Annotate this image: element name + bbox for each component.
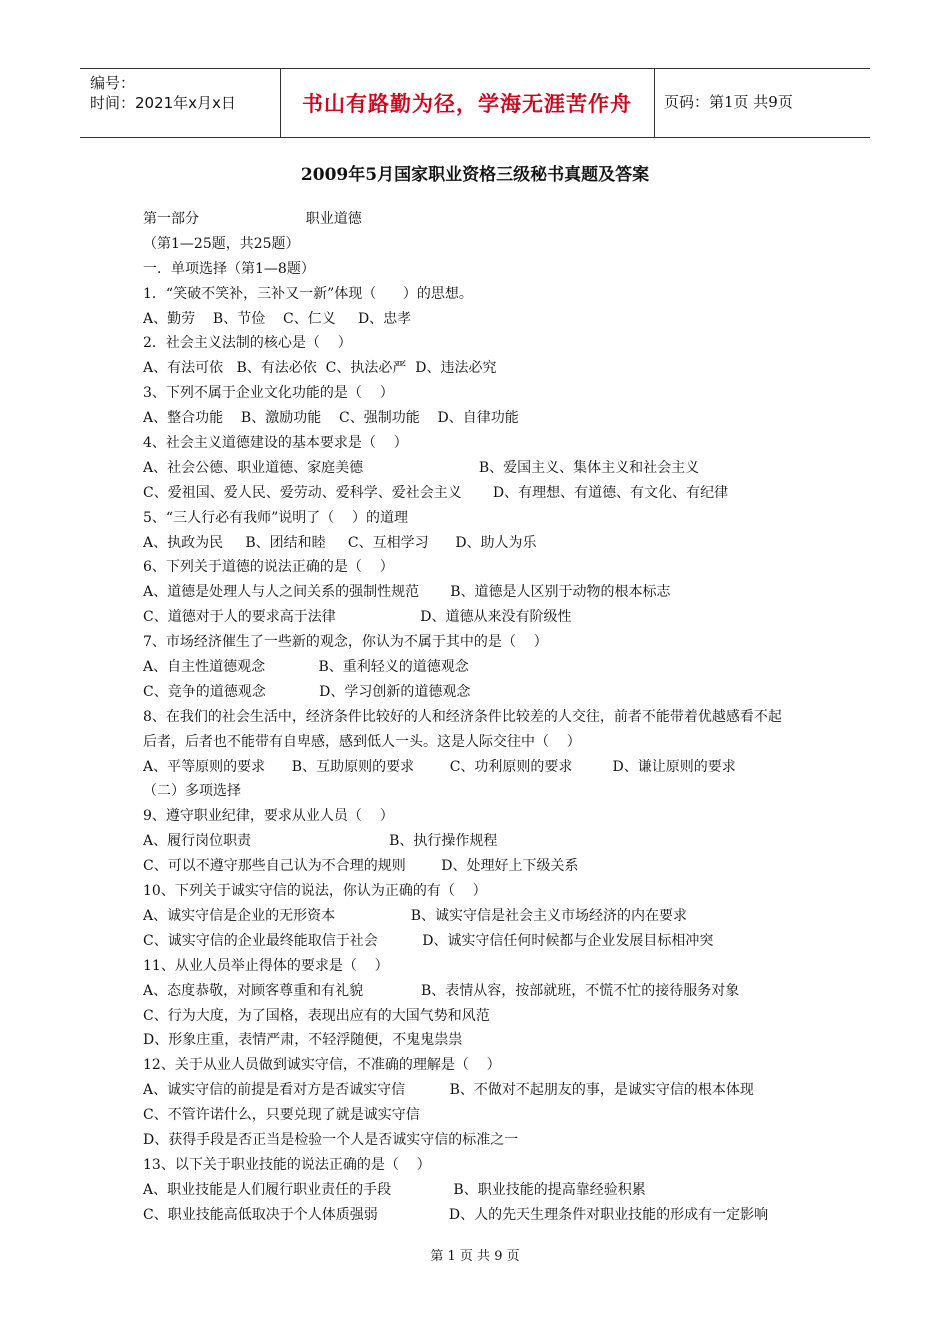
- text-line: C、可以不遵守那些自己认为不合理的规则 D、处理好上下级关系: [143, 858, 579, 875]
- header-divider: [654, 69, 655, 137]
- text-line: D、形象庄重，表情严肃，不轻浮随便，不鬼鬼祟祟: [143, 1032, 463, 1049]
- text-line: C、职业技能高低取决于个人体质强弱 D、人的先天生理条件对职业技能的形成有一定影响: [143, 1206, 769, 1223]
- text-line: 6、下列关于道德的说法正确的是（ ）: [143, 559, 394, 576]
- text-line: 7、市场经济催生了一些新的观念，你认为不属于其中的是（ ）: [143, 634, 548, 651]
- text-line: 后者，后者也不能带有自卑感，感到低人一头。这是人际交往中（ ）: [143, 733, 581, 750]
- header-meta: [90, 73, 236, 113]
- text-line: 12、关于从业人员做到诚实守信，不准确的理解是（ ）: [143, 1057, 501, 1074]
- text-line: A、自主性道德观念 B、重利轻义的道德观念: [143, 659, 469, 676]
- text-line: A、有法可依 B、有法必依 C、执法必严 D、违法必究: [143, 360, 497, 377]
- text-line: A、执政为民 B、团结和睦 C、互相学习 D、助人为乐: [143, 534, 537, 551]
- text-line: （二）多项选择: [143, 783, 241, 800]
- text-line: A、态度恭敬，对顾客尊重和有礼貌 B、表情从容，按部就班，不慌不忙的接待服务对象: [143, 982, 740, 999]
- text-line: C、诚实守信的企业最终能取信于社会 D、诚实守信任何时候都与企业发展目标相冲突: [143, 932, 714, 949]
- text-line: 1．“笑破不笑补，三补又一新”体现（ ）的思想。: [143, 285, 473, 302]
- text-line: C、不管许诺什么，只要兑现了就是诚实守信: [143, 1107, 420, 1124]
- text-line: （第1—25题，共25题）: [143, 235, 300, 252]
- text-line: 5、“三人行必有我师”说明了（ ）的道理: [143, 509, 409, 526]
- text-line: 11、从业人员举止得体的要求是（ ）: [143, 957, 389, 974]
- header-divider: [280, 69, 281, 137]
- text-line: A、履行岗位职责 B、执行操作规程: [143, 833, 498, 850]
- text-line: 第一部分 职业道德: [143, 211, 362, 227]
- text-line: 3、下列不属于企业文化功能的是（ ）: [143, 385, 394, 402]
- text-line: 10、下列关于诚实守信的说法，你认为正确的有（ ）: [143, 883, 487, 900]
- document-time-label: 时间：2021年x月x日: [90, 94, 236, 112]
- text-line: A、社会公德、职业道德、家庭美德 B、爱国主义、集体主义和社会主义: [143, 459, 700, 476]
- text-line: 13、以下关于职业技能的说法正确的是（ ）: [143, 1156, 431, 1173]
- header-page-code: 页码：第1页 共9页: [664, 93, 793, 111]
- document-title: 2009年5月国家职业资格三级秘书真题及答案: [300, 165, 650, 185]
- text-line: C、道德对于人的要求高于法律 D、道德从来没有阶级性: [143, 609, 572, 626]
- text-line: 8、在我们的社会生活中，经济条件比较好的人和经济条件比较差的人交往，前者不能带着优越感看不起: [143, 708, 782, 725]
- text-line: 9、遵守职业纪律，要求从业人员（ ）: [143, 808, 394, 825]
- document-body: [143, 207, 833, 1228]
- text-line: 2．社会主义法制的核心是（ ）: [143, 335, 352, 352]
- text-line: A、诚实守信的前提是看对方是否诚实守信 B、不做对不起朋友的事，是诚实守信的根本体现: [143, 1082, 754, 1099]
- text-line: A、职业技能是人们履行职业责任的手段 B、职业技能的提高靠经验积累: [143, 1181, 646, 1198]
- text-line: C、行为大度，为了国格，表现出应有的大国气势和风范: [143, 1007, 490, 1024]
- text-line: 一．单项选择（第1—8题）: [143, 260, 315, 277]
- text-line: A、道德是处理人与人之间关系的强制性规范 B、道德是人区别于动物的根本标志: [143, 584, 671, 601]
- text-line: C、竞争的道德观念 D、学习创新的道德观念: [143, 683, 471, 700]
- document-header: [80, 68, 870, 138]
- document-number-label: 编号：: [90, 74, 136, 92]
- text-line: 4、社会主义道德建设的基本要求是（ ）: [143, 435, 408, 452]
- text-line: A、勤劳 B、节俭 C、仁义 D、忠孝: [143, 310, 412, 327]
- text-line: A、平等原则的要求 B、互助原则的要求 C、功利原则的要求 D、谦让原则的要求: [143, 758, 736, 775]
- text-line: D、获得手段是否正当是检验一个人是否诚实守信的标准之一: [143, 1131, 519, 1148]
- text-line: A、诚实守信是企业的无形资本 B、诚实守信是社会主义市场经济的内在要求: [143, 907, 688, 924]
- page-footer: 第 1 页 共 9 页: [430, 1249, 520, 1264]
- text-line: C、爱祖国、爱人民、爱劳动、爱科学、爱社会主义 D、有理想、有道德、有文化、有纪律: [143, 484, 729, 501]
- header-motto: 书山有路勤为径，学海无涯苦作舟: [302, 92, 632, 116]
- text-line: A、整合功能 B、激励功能 C、强制功能 D、自律功能: [143, 410, 519, 427]
